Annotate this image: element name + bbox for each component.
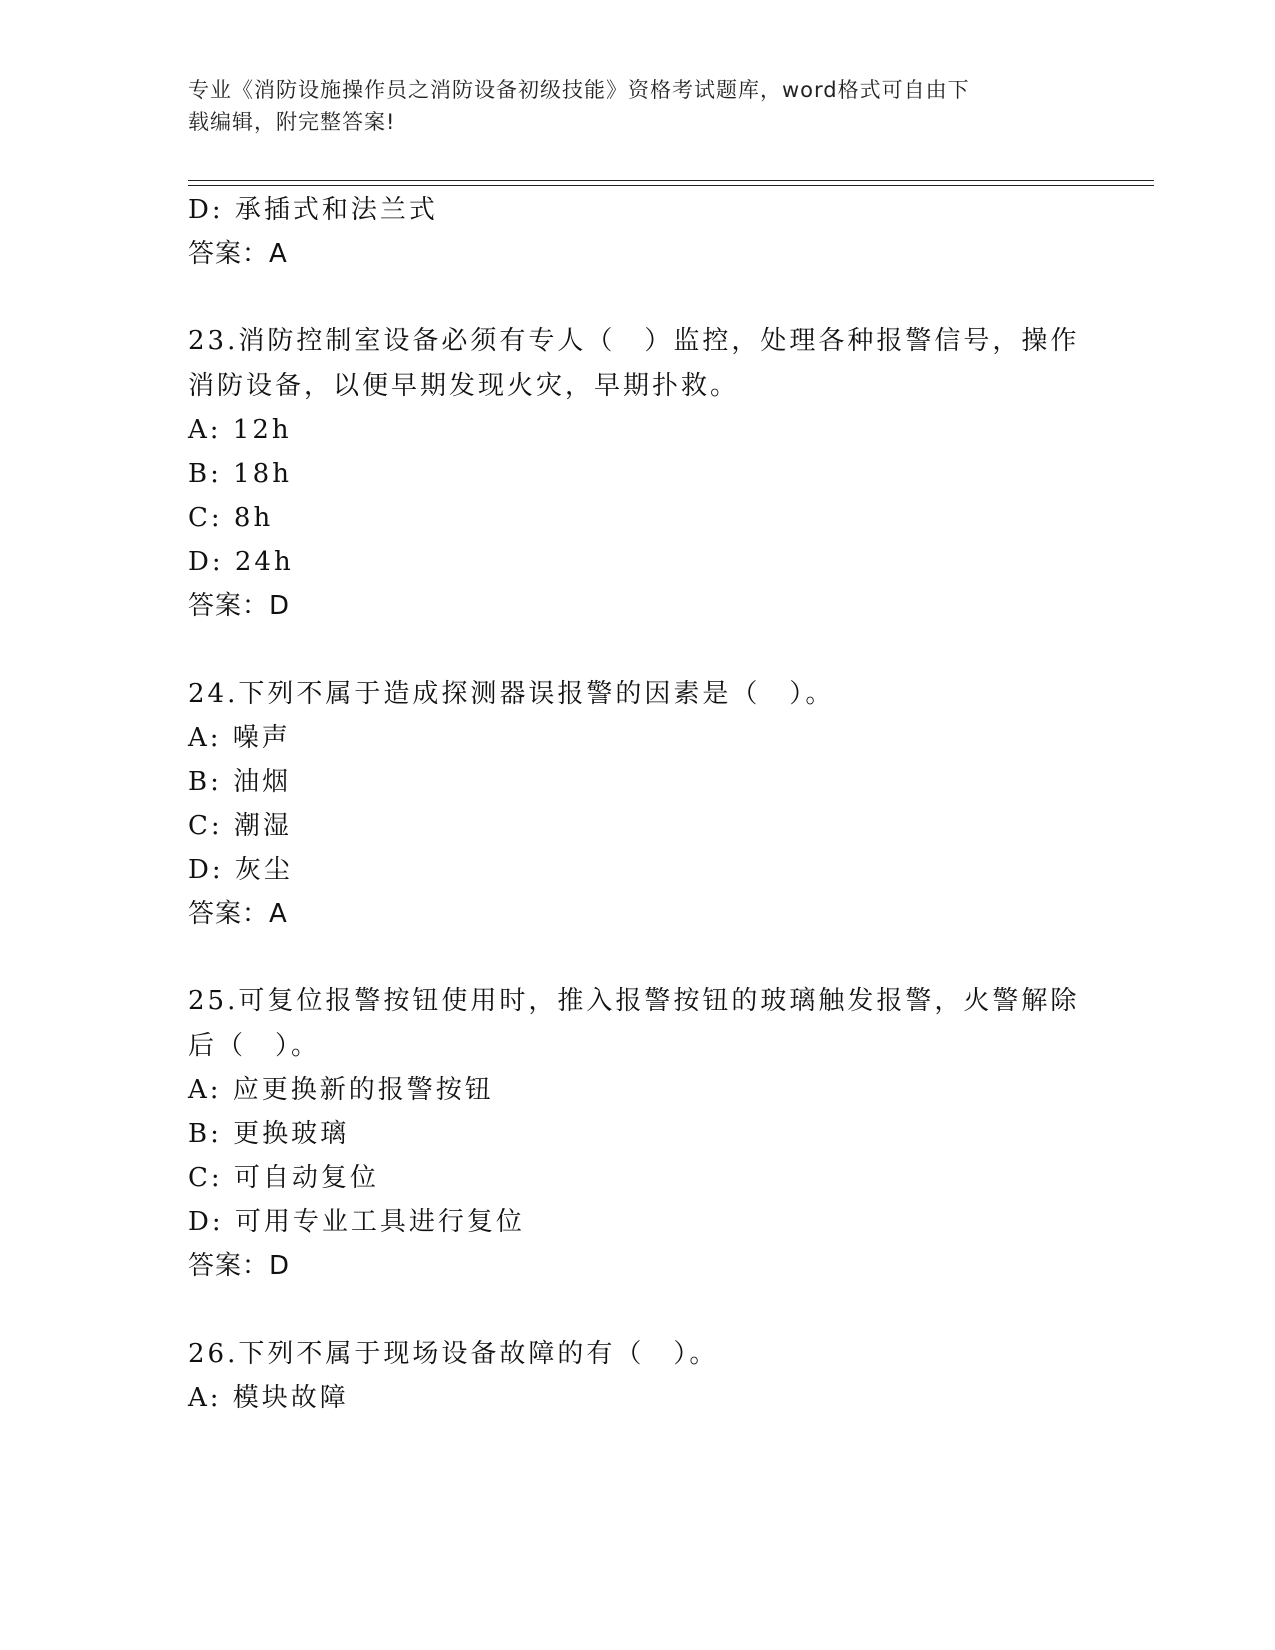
q24-option-a: A: 噪声 bbox=[188, 723, 291, 753]
header-divider-bottom bbox=[188, 185, 1154, 186]
q23-option-c: C: 8h bbox=[188, 503, 274, 533]
q24-option-d: D: 灰尘 bbox=[188, 855, 293, 885]
q23-option-a: A: 12h bbox=[188, 415, 292, 445]
q25-option-a: A: 应更换新的报警按钮 bbox=[188, 1075, 494, 1105]
q25-option-c: C: 可自动复位 bbox=[188, 1163, 379, 1193]
q25-stem-line-2: 后（ ）。 bbox=[188, 1031, 321, 1061]
q25-stem-line-1: 25.可复位报警按钮使用时，推入报警按钮的玻璃触发报警，火警解除 bbox=[188, 986, 1080, 1016]
q23-option-d: D: 24h bbox=[188, 547, 294, 577]
q23-stem-line-2: 消防设备，以便早期发现火灾，早期扑救。 bbox=[188, 371, 740, 401]
q24-stem: 24.下列不属于造成探测器误报警的因素是（ ）。 bbox=[188, 679, 835, 709]
q24-option-b: B: 油烟 bbox=[188, 767, 292, 797]
q23-stem-line-1: 23.消防控制室设备必须有专人（ ）监控，处理各种报警信号，操作 bbox=[188, 326, 1080, 356]
q25-answer: 答案：D bbox=[188, 1251, 291, 1281]
q24-option-c: C: 潮湿 bbox=[188, 811, 292, 841]
q26-stem: 26.下列不属于现场设备故障的有（ ）。 bbox=[188, 1339, 719, 1369]
header-line-1: 专业《消防设施操作员之消防设备初级技能》资格考试题库，word格式可自由下 bbox=[188, 78, 970, 102]
header-divider-top bbox=[188, 180, 1154, 181]
header-line-2: 载编辑，附完整答案! bbox=[188, 110, 396, 134]
q25-option-d: D: 可用专业工具进行复位 bbox=[188, 1207, 525, 1237]
q24-answer: 答案：A bbox=[188, 899, 288, 929]
prev-answer: 答案：A bbox=[188, 239, 288, 269]
q23-option-b: B: 18h bbox=[188, 459, 292, 489]
q23-answer: 答案：D bbox=[188, 591, 291, 621]
prev-option-d: D: 承插式和法兰式 bbox=[188, 195, 438, 225]
q25-option-b: B: 更换玻璃 bbox=[188, 1119, 350, 1149]
q26-option-a: A: 模块故障 bbox=[188, 1383, 349, 1413]
document-header bbox=[188, 74, 1068, 138]
